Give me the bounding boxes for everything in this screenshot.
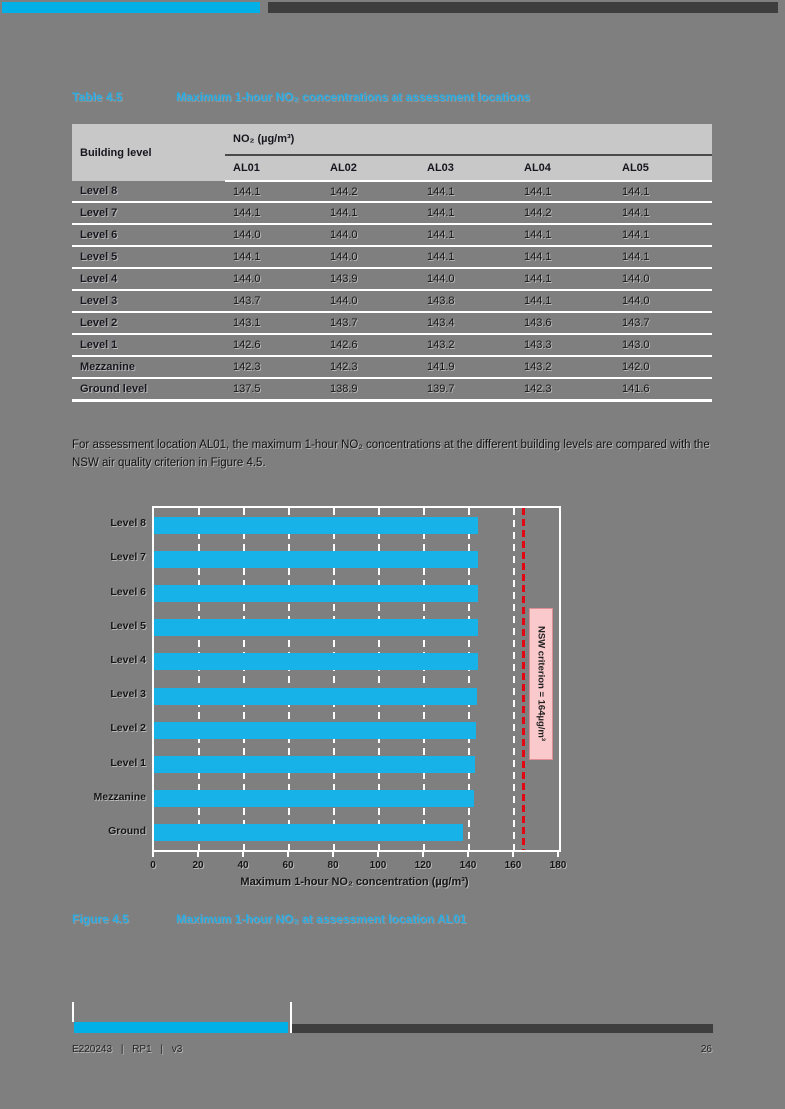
column-header-al04: AL04 [516,155,614,181]
table-cell: 144.0 [419,268,516,290]
x-tick-mark [332,852,334,857]
table-cell: 144.1 [516,181,614,202]
table-header [72,124,712,181]
table-cell: 141.9 [419,356,516,378]
bar-level-4 [154,653,478,670]
row-label: Level 6 [72,224,225,246]
bar-ground [154,824,463,841]
y-axis-label: Level 5 [110,619,146,632]
column-header-al05: AL05 [614,155,712,181]
table-cell: 144.1 [419,181,516,202]
table-cell: 143.8 [419,290,516,312]
nsw-criterion-line [522,508,525,850]
table-cell: 137.5 [225,378,322,401]
y-axis-label: Level 2 [110,722,146,735]
table-cell: 144.0 [322,290,419,312]
row-label: Mezzanine [72,356,225,378]
table-cell: 142.3 [225,356,322,378]
table-cell: 144.0 [614,268,712,290]
table-cell: 144.2 [322,181,419,202]
figure-caption-label: Figure 4.5 [72,912,129,926]
table-cell: 139.7 [419,378,516,401]
table-row [72,202,712,224]
table-cell: 138.9 [322,378,419,401]
table-row [72,181,712,202]
table-cell: 144.1 [516,290,614,312]
x-tick-label: 40 [237,860,249,871]
bar-level-7 [154,551,478,568]
x-tick-mark [242,852,244,857]
table-row [72,378,712,401]
table-caption-title: Maximum 1-hour NO₂ concentrations at assessment locations [176,90,531,104]
x-tick-label: 0 [150,860,156,871]
table-cell: 144.0 [322,224,419,246]
row-label: Level 2 [72,312,225,334]
table-row [72,246,712,268]
table-row [72,268,712,290]
x-tick-mark [512,852,514,857]
footer-page-number: 26 [700,1044,712,1055]
bar-level-6 [154,585,478,602]
table-group-header-row [72,124,712,155]
header-accent-bar [2,2,260,13]
x-tick-label: 120 [414,860,432,871]
x-tick-mark [152,852,154,857]
corner-header: Building level [72,124,225,181]
table-cell: 142.0 [614,356,712,378]
group-header: NO₂ (µg/m³) [225,124,712,155]
table-cell: 143.7 [322,312,419,334]
y-axis-label: Level 1 [110,756,146,769]
footer-tick-left [72,1002,74,1022]
gridline [513,508,515,850]
y-axis-label: Level 7 [110,551,146,564]
x-tick-mark [467,852,469,857]
x-tick-mark [422,852,424,857]
table-cell: 143.7 [614,312,712,334]
x-tick-mark [377,852,379,857]
table-cell: 143.9 [322,268,419,290]
x-tick-label: 20 [192,860,204,871]
table-row [72,334,712,356]
table-cell: 144.1 [614,224,712,246]
table-cell: 141.6 [614,378,712,401]
x-tick-label: 180 [549,860,567,871]
table-cell: 143.4 [419,312,516,334]
table-cell: 144.1 [225,181,322,202]
x-tick-mark [557,852,559,857]
nsw-criterion-label: NSW criterion = 164µg/m³ [535,626,547,742]
y-axis-label: Level 8 [110,517,146,530]
chart-plot-area [152,506,561,852]
row-label: Level 5 [72,246,225,268]
column-header-al02: AL02 [322,155,419,181]
x-tick-mark [287,852,289,857]
table-cell: 143.2 [419,334,516,356]
table-caption [72,90,716,104]
row-label: Ground level [72,378,225,401]
table-cell: 144.1 [322,202,419,224]
x-tick-label: 80 [327,860,339,871]
x-tick-mark [197,852,199,857]
x-tick-label: 100 [369,860,387,871]
table-cell: 144.0 [322,246,419,268]
x-axis-title: Maximum 1-hour NO₂ concentration (µg/m³) [240,876,469,888]
y-axis-label: Level 3 [110,688,146,701]
table-cell: 142.3 [322,356,419,378]
row-label: Level 7 [72,202,225,224]
table-cell: 144.2 [516,202,614,224]
table-row [72,224,712,246]
header-dark-bar [268,2,778,13]
table-cell: 144.1 [614,181,712,202]
y-axis-label: Mezzanine [93,790,146,803]
table-cell: 144.0 [614,290,712,312]
y-axis-label: Ground [108,824,146,837]
column-header-al03: AL03 [419,155,516,181]
table-cell: 144.1 [516,268,614,290]
table-cell: 144.1 [225,202,322,224]
table-cell: 142.3 [516,378,614,401]
table-cell: 143.2 [516,356,614,378]
footer-accent-bar [74,1022,288,1033]
bar-level-3 [154,688,477,705]
footer-document-reference: E220243 | RP1 | v3 [72,1044,183,1055]
table-cell: 144.1 [419,224,516,246]
footer-dark-bar [292,1024,713,1033]
table-cell: 142.6 [225,334,322,356]
table-caption-label: Table 4.5 [72,90,123,104]
table-cell: 144.1 [516,246,614,268]
table-cell: 144.1 [614,246,712,268]
bar-level-5 [154,619,478,636]
table-cell: 144.1 [516,224,614,246]
table-cell: 144.1 [419,246,516,268]
x-tick-label: 160 [504,860,522,871]
table-cell: 144.1 [419,202,516,224]
no2-bar-chart [72,500,732,905]
table-row [72,312,712,334]
no2-concentration-table [72,124,712,402]
table-cell: 143.1 [225,312,322,334]
row-label: Level 4 [72,268,225,290]
table-cell: 144.0 [225,224,322,246]
table-body [72,181,712,401]
body-paragraph: For assessment location AL01, the maximum 1-hour NO₂ concentrations at the different building levels are compared with the NSW air quality criterion in Figure 4.5. [72,439,710,469]
table-cell: 144.1 [225,246,322,268]
table-row [72,356,712,378]
table-cell: 143.3 [516,334,614,356]
table-cell: 143.7 [225,290,322,312]
figure-caption-title: Maximum 1-hour NO₂ at assessment location AL01 [176,912,467,926]
row-label: Level 3 [72,290,225,312]
y-axis-label: Level 4 [110,653,146,666]
table-cell: 143.6 [516,312,614,334]
bar-mezzanine [154,790,474,807]
figure-caption [72,912,716,926]
x-tick-label: 140 [459,860,477,871]
nsw-criterion-label-box [529,608,553,760]
table-cell: 143.0 [614,334,712,356]
x-tick-label: 60 [282,860,294,871]
row-label: Level 8 [72,181,225,202]
bar-level-1 [154,756,475,773]
column-header-al01: AL01 [225,155,322,181]
table-cell: 144.0 [225,268,322,290]
row-label: Level 1 [72,334,225,356]
table-cell: 144.1 [614,202,712,224]
y-axis-label: Level 6 [110,585,146,598]
table-cell: 142.6 [322,334,419,356]
bar-level-8 [154,517,478,534]
bar-level-2 [154,722,476,739]
table-row [72,290,712,312]
